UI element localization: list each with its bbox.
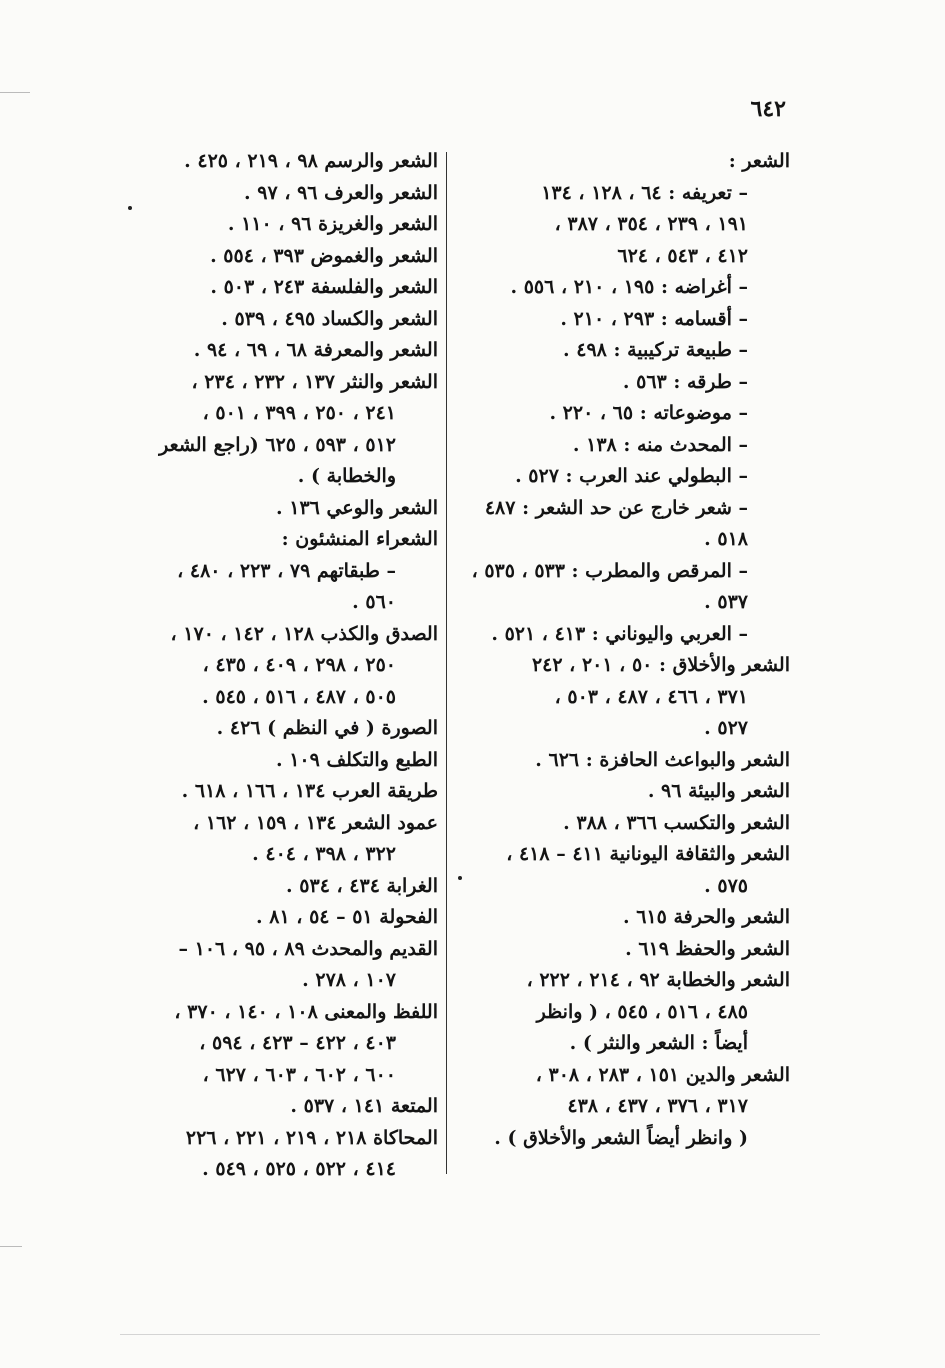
index-entry: الشعر والغريزة ٩٦ ، ١١٠ . <box>227 213 438 235</box>
index-subentry: – موضوعاته : ٦٥ ، ٢٢٠ . <box>549 402 748 424</box>
index-entry: الشعر والبيئة ٩٦ . <box>647 780 790 802</box>
index-subentry: ٥١٢ ، ٥٩٣ ، ٦٢٥ (راجع الشعر <box>159 433 396 456</box>
index-entry: المتعة ١٤١ ، ٥٣٧ . <box>290 1095 438 1117</box>
index-subentry: ٥٠٥ ، ٤٨٧ ، ٥١٦ ، ٥٤٥ . <box>202 685 396 708</box>
index-subentry: ١٩١ ، ٢٣٩ ، ٣٥٤ ، ٣٨٧ ، <box>554 213 748 235</box>
index-subentry: ٢٥٠ ، ٢٩٨ ، ٤٠٩ ، ٤٣٥ ، <box>202 654 396 676</box>
index-entry: الصدق والكذب ١٢٨ ، ١٤٢ ، ١٧٠ ، <box>170 622 438 645</box>
index-entry: الفحولة ٥١ – ٥٤ ، ٨١ . <box>256 906 438 928</box>
index-entry: الشعر والدين ١٥١ ، ٢٨٣ ، ٣٠٨ ، <box>535 1063 790 1086</box>
index-entry: الشعر والثقافة اليونانية ٤١١ – ٤١٨ ، <box>506 843 790 865</box>
index-entry: الشعر والعرف ٩٦ ، ٩٧ . <box>244 181 438 204</box>
scan-edge-mark <box>0 1246 22 1247</box>
index-subentry: ٥٣٧ . <box>704 591 748 613</box>
index-subentry: – طبيعة تركيبية : ٤٩٨ . <box>563 339 748 361</box>
ink-speck <box>128 206 132 210</box>
index-subentry: – أقسامه : ٢٩٣ ، ٢١٠ . <box>560 307 748 330</box>
index-entry: الشعر والأخلاق : ٥٠ ، ٢٠١ ، ٢٤٢ <box>531 654 790 676</box>
index-subentry: ٤٠٣ ، ٤٢٢ – ٤٢٣ ، ٥٩٤ ، <box>199 1032 396 1054</box>
index-entry: القديم والمحدث ٨٩ ، ٩٥ ، ١٠٦ – <box>178 937 438 960</box>
index-entry: الشعر والتكسب ٣٦٦ ، ٣٨٨ . <box>563 811 790 834</box>
index-entry: الشعر والوعي ١٣٦ . <box>276 496 438 519</box>
index-entry: الشعر والحرفة ٦١٥ . <box>622 906 790 928</box>
index-entry: الشعر والحفظ ٦١٩ . <box>625 937 790 960</box>
index-entry: الشعر والمعرفة ٦٨ ، ٦٩ ، ٩٤ . <box>193 339 438 361</box>
index-subentry: – طبقاتهم ٧٩ ، ٢٢٣ ، ٤٨٠ ، <box>177 559 396 582</box>
index-subentry: – العربي واليوناني : ٤١٣ ، ٥٢١ . <box>491 622 748 645</box>
index-subentry: والخطابة ) . <box>297 465 396 487</box>
index-entry: الشعر والنثر ١٣٧ ، ٢٣٢ ، ٢٣٤ ، <box>191 370 438 393</box>
index-entry: الشعر والخطابة ٩٢ ، ٢١٤ ، ٢٢٢ ، <box>526 969 790 991</box>
index-entry: الشعر والفلسفة ٢٤٣ ، ٥٠٣ . <box>210 276 438 298</box>
index-entry: طريقة العرب ١٣٤ ، ١٦٦ ، ٦١٨ . <box>181 780 438 802</box>
index-entry: الشعر : <box>728 150 790 172</box>
index-entry: الشعراء المنشئون : <box>281 528 438 550</box>
index-subentry: ٤٨٥ ، ٥١٦ ، ٥٤٥ ، ( وانظر <box>536 1000 748 1023</box>
index-subentry: أيضاً : الشعر والنثر ) . <box>569 1032 748 1054</box>
index-subentry: – شعر خارج عن حد الشعر : ٤٨٧ <box>484 496 748 519</box>
index-subentry: ٤١٤ ، ٥٢٢ ، ٥٢٥ ، ٥٤٩ . <box>202 1158 396 1180</box>
index-entry: الشعر والبواعث الحافزة : ٦٢٦ . <box>535 748 790 771</box>
index-subentry: ٥١٨ . <box>704 528 748 550</box>
index-subentry: ٣٢٢ ، ٣٩٨ ، ٤٠٤ . <box>252 843 396 865</box>
index-entry: الشعر والكساد ٤٩٥ ، ٥٣٩ . <box>221 307 438 330</box>
index-subentry: ٢٤١ ، ٢٥٠ ، ٣٩٩ ، ٥٠١ ، <box>202 402 396 424</box>
index-column-left <box>110 146 438 1186</box>
index-entry: الشعر والغموض ٣٩٣ ، ٥٥٤ . <box>210 244 438 267</box>
index-entry: الشعر والرسم ٩٨ ، ٢١٩ ، ٤٢٥ . <box>184 150 438 172</box>
index-subentry: ١٠٧ ، ٢٧٨ . <box>302 969 396 991</box>
index-subentry: ٥٦٠ . <box>352 591 396 613</box>
index-subentry: – طرقه : ٥٦٣ . <box>622 370 748 393</box>
index-subentry: ٥٢٧ . <box>704 717 748 739</box>
index-entry: الطبع والتكلف ١٠٩ . <box>275 748 438 771</box>
index-entry: المحاكاة ٢١٨ ، ٢١٩ ، ٢٢١ ، ٢٢٦ <box>185 1126 438 1149</box>
index-subentry: ٤١٢ ، ٥٤٣ ، ٦٢٤ <box>617 244 748 267</box>
index-subentry: – البطولي عند العرب : ٥٢٧ . <box>515 465 748 487</box>
scan-edge-mark <box>120 1334 820 1335</box>
page-number: ٦٤٢ <box>750 96 786 122</box>
index-subentry: – تعريفه : ٦٤ ، ١٢٨ ، ١٣٤ <box>541 181 748 204</box>
index-subentry: – المرقص والمطرب : ٥٣٣ ، ٥٣٥ ، <box>471 559 748 582</box>
index-entry: الصورة ( في النظم ) ٤٢٦ . <box>216 717 438 739</box>
index-entry: عمود الشعر ١٣٤ ، ١٥٩ ، ١٦٢ ، <box>193 811 438 834</box>
column-divider <box>446 152 447 1174</box>
index-subentry: – أغراضه : ١٩٥ ، ٢١٠ ، ٥٥٦ . <box>510 276 748 298</box>
index-entry: اللفظ والمعنى ١٠٨ ، ١٤٠ ، ٣٧٠ ، <box>174 1000 438 1023</box>
index-entry: الغرابة ٤٣٤ ، ٥٣٤ . <box>286 874 438 897</box>
index-subentry: ٣٧١ ، ٤٦٦ ، ٤٨٧ ، ٥٠٣ ، <box>554 685 748 708</box>
index-subentry: – المحدث منه : ١٣٨ . <box>572 433 748 456</box>
index-subentry: ( وانظر أيضاً الشعر والأخلاق ) . <box>494 1126 748 1149</box>
ink-speck <box>458 876 462 880</box>
index-column-right <box>462 146 790 1154</box>
index-subentry: ٦٠٠ ، ٦٠٢ ، ٦٠٣ ، ٦٢٧ ، <box>202 1063 396 1086</box>
index-subentry: ٥٧٥ . <box>704 874 748 897</box>
scan-edge-mark <box>0 92 30 93</box>
index-subentry: ٣١٧ ، ٣٧٦ ، ٤٣٧ ، ٤٣٨ <box>567 1095 748 1117</box>
